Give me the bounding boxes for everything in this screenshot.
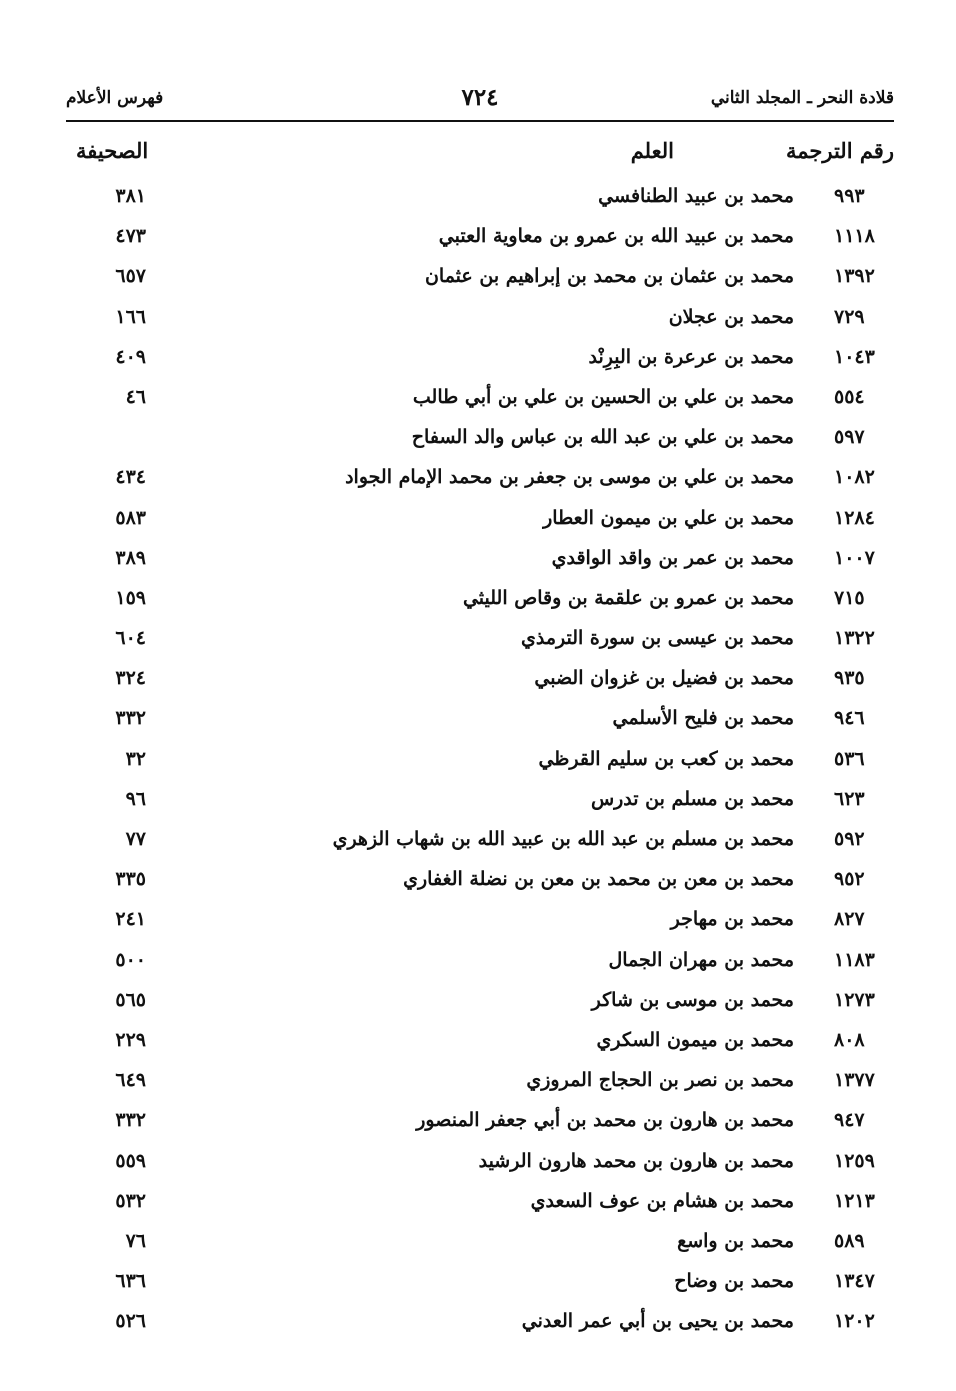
entry-number: ١٣٢٢ (834, 627, 875, 650)
page-number: ٧٢٤ (461, 84, 499, 111)
entry-number: ٩٩٣ (834, 185, 865, 207)
index-row (66, 1221, 894, 1261)
entry-number: ٩٣٥ (834, 667, 865, 690)
entry-number: ١٢٠٢ (834, 1310, 875, 1333)
entry-page: ٤٠٩ (115, 345, 146, 368)
entry-name: محمد بن عمر بن واقد الواقدي (551, 546, 794, 569)
entry-number: ١٠٤٣ (834, 345, 875, 368)
entry-page: ٣٨١ (115, 185, 146, 207)
entry-page: ٦٣٦ (115, 1270, 146, 1293)
entry-name: محمد بن علي بن ميمون العطار (543, 506, 794, 529)
running-head (66, 84, 894, 122)
entry-name: محمد بن معن بن محمد بن معن بن نضلة الغفاري (403, 868, 794, 891)
index-list (66, 176, 894, 1341)
index-row (66, 1181, 894, 1221)
index-row (66, 538, 894, 578)
entry-page: ٥٥٩ (115, 1149, 146, 1172)
entry-number: ٥٣٦ (834, 747, 865, 770)
index-row (66, 377, 894, 417)
entry-page: ٣٨٩ (115, 546, 146, 569)
index-row (66, 658, 894, 698)
index-row (66, 899, 894, 939)
book-title: قلادة النحر ـ المجلد الثاني (710, 88, 894, 108)
entry-page: ٤٧٣ (115, 225, 146, 248)
entry-name: محمد بن هارون بن محمد بن أبي جعفر المنصور (416, 1109, 794, 1132)
index-row (66, 1301, 894, 1341)
entry-page: ١٥٩ (115, 586, 146, 609)
index-row (66, 1020, 894, 1060)
index-row (66, 337, 894, 377)
entry-name: محمد بن موسى بن شاكر (591, 988, 794, 1011)
entry-page: ٣٢ (125, 747, 146, 770)
entry-name: محمد بن عجلان (668, 305, 794, 328)
entry-number: ٨٠٨ (834, 1028, 865, 1051)
entry-name: محمد بن مهران الجمال (608, 948, 794, 971)
entry-page: ٥٠٠ (115, 948, 146, 971)
index-row (66, 216, 894, 256)
entry-name: محمد بن ميمون السكري (596, 1028, 794, 1051)
entry-name: محمد بن عبيد الطنافسي (598, 185, 794, 207)
index-row (66, 698, 894, 738)
entry-name: محمد بن عرعرة بن البِرِنْد (588, 345, 794, 368)
index-row (66, 618, 894, 658)
entry-page: ٧٦ (125, 1229, 146, 1252)
entry-page: ٥٣٢ (115, 1189, 146, 1212)
entry-number: ٥٥٤ (834, 385, 865, 408)
entry-page: ٥٦٥ (115, 988, 146, 1011)
entry-page: ٥٨٣ (115, 506, 146, 529)
index-row (66, 1060, 894, 1100)
entry-name: محمد بن علي بن الحسين بن علي بن أبي طالب (412, 385, 794, 408)
column-headers (66, 138, 894, 172)
index-row (66, 1141, 894, 1181)
index-row (66, 739, 894, 779)
entry-number: ٥٩٢ (834, 828, 865, 850)
entry-name: محمد بن نصر بن الحجاج المروزي (526, 1069, 794, 1092)
section-title: فهرس الأعلام (66, 88, 164, 108)
entry-page: ٤٣٤ (115, 466, 146, 489)
entry-page: ٦٥٧ (115, 265, 146, 288)
index-row (66, 457, 894, 497)
column-header-page: الصحيفة (76, 138, 149, 163)
entry-number: ١٣٤٧ (834, 1270, 875, 1293)
entry-name: محمد بن عثمان بن محمد بن إبراهيم بن عثمان (424, 265, 794, 288)
index-row (66, 256, 894, 296)
entry-number: ١٢٨٤ (834, 506, 875, 529)
entry-page: ٩٦ (125, 787, 146, 810)
entry-page: ٦٠٤ (115, 627, 146, 650)
entry-number: ١٠٠٧ (834, 546, 875, 569)
index-row (66, 176, 894, 216)
entry-name: محمد بن عبيد الله بن عمرو بن معاوية العتبي (438, 225, 794, 248)
entry-name: محمد بن عيسى بن سورة الترمذي (520, 627, 794, 650)
entry-page: ١٦٦ (115, 305, 146, 328)
entry-number: ١٣٧٧ (834, 1069, 875, 1092)
entry-name: محمد بن مسلم بن عبد الله بن عبيد الله بن شهاب الزهري (332, 828, 794, 850)
entry-number: ١٣٩٢ (834, 265, 875, 288)
index-row (66, 498, 894, 538)
index-row (66, 859, 894, 899)
entry-number: ٧٢٩ (834, 305, 865, 328)
column-header-number: رقم الترجمة (785, 138, 894, 163)
index-row (66, 819, 894, 859)
entry-name: محمد بن هارون بن محمد هارون الرشيد (478, 1149, 794, 1172)
entry-number: ١١٨٣ (834, 948, 875, 971)
entry-page: ٧٧ (125, 828, 146, 850)
index-row (66, 940, 894, 980)
entry-name: محمد بن مسلم بن تدرس (590, 787, 794, 810)
entry-number: ٧١٥ (834, 586, 865, 609)
entry-number: ٩٤٦ (834, 707, 865, 730)
entry-page: ٦٤٩ (115, 1069, 146, 1092)
entry-page: ٣٣٥ (115, 868, 146, 891)
entry-page: ٣٣٢ (115, 707, 146, 730)
index-row (66, 1100, 894, 1140)
entry-number: ١٢٧٣ (834, 988, 875, 1011)
index-row (66, 980, 894, 1020)
column-header-name: العلم (630, 138, 674, 163)
index-row (66, 417, 894, 457)
entry-name: محمد بن علي بن موسى بن جعفر بن محمد الإمام الجواد (345, 466, 794, 489)
entry-page: ٢٤١ (115, 908, 146, 931)
entry-number: ٨٢٧ (834, 908, 865, 931)
entry-number: ٩٥٢ (834, 868, 865, 891)
entry-name: محمد بن فليح الأسلمي (612, 707, 794, 730)
entry-number: ١١١٨ (834, 225, 875, 248)
entry-number: ٥٨٩ (834, 1229, 865, 1252)
entry-name: محمد بن وضاح (674, 1270, 794, 1293)
entry-number: ٩٤٧ (834, 1109, 865, 1132)
entry-name: محمد بن واسع (677, 1229, 794, 1252)
entry-name: محمد بن يحيى بن أبي عمر العدني (521, 1310, 794, 1333)
entry-number: ١٠٨٢ (834, 466, 875, 489)
entry-name: محمد بن هشام بن عوف السعدي (530, 1189, 794, 1212)
entry-name: محمد بن كعب بن سليم القرظي (538, 747, 794, 770)
entry-number: ١٢٥٩ (834, 1149, 875, 1172)
entry-name: محمد بن مهاجر (670, 908, 794, 931)
entry-name: محمد بن فضيل بن غزوان الضبي (534, 667, 794, 690)
entry-name: محمد بن عمرو بن علقمة بن وقاص الليثي (462, 586, 794, 609)
entry-page: ٤٦ (125, 385, 146, 408)
entry-page: ٣٢٤ (115, 667, 146, 690)
entry-page: ٢٢٩ (115, 1028, 146, 1051)
entry-page: ٣٣٢ (115, 1109, 146, 1132)
entry-number: ٦٢٣ (834, 787, 865, 810)
entry-number: ٥٩٧ (834, 426, 865, 449)
entry-page: ٥٢٦ (115, 1310, 146, 1333)
entry-number: ١٢١٣ (834, 1189, 875, 1212)
index-row (66, 297, 894, 337)
entry-name: محمد بن علي بن عبد الله بن عباس والد السفاح (411, 426, 794, 449)
index-row (66, 578, 894, 618)
index-row (66, 1261, 894, 1301)
index-row (66, 779, 894, 819)
